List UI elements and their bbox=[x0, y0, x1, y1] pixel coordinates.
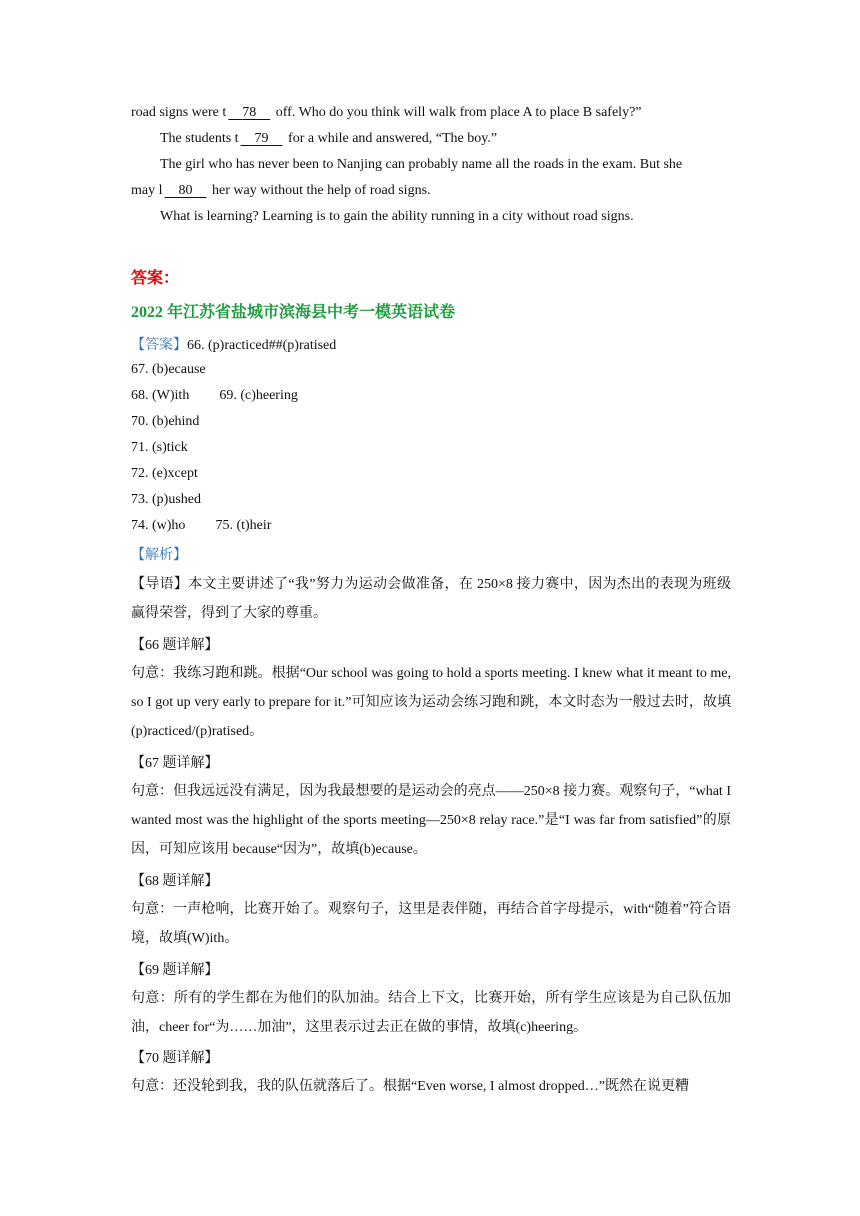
passage-line-5: What is learning? Learning is to gain the ability running in a city without road signs. bbox=[160, 209, 634, 224]
passage-text: The students t bbox=[160, 131, 239, 146]
passage-text: may l bbox=[131, 183, 163, 198]
answer-item: 74. (w)ho bbox=[131, 518, 186, 533]
answer-item: 75. (t)heir bbox=[215, 518, 272, 533]
blank-80: 80 bbox=[178, 183, 193, 198]
q66-title: 【66 题详解】 bbox=[131, 638, 219, 653]
passage-line-2 bbox=[160, 129, 497, 149]
answer-item: 68. (W)ith bbox=[131, 388, 190, 403]
q66-text: 句意：我练习跑和跳。根据“Our school was going to hold a sports meeting. I knew what it meant to me, so I got up very early to prepare for it.”可知应该为运动会练习跑和跳，本文时态为一般过去时，故填(p)racticed/(p)ratised。 bbox=[131, 666, 731, 739]
answer-item: 73. (p)ushed bbox=[131, 492, 201, 507]
answer-item: 69. (c)heering bbox=[219, 388, 298, 403]
guide-text: 【导语】本文主要讲述了“我”努力为运动会做准备，在 250×8 接力赛中，因为杰出的表现为班级赢得荣誉，得到了大家的尊重。 bbox=[131, 577, 731, 621]
q69-text: 句意：所有的学生都在为他们的队加油。结合上下文，比赛开始，所有学生应该是为自己队伍加油，cheer for“为……加油”，这里表示过去正在做的事情，故填(c)heering。 bbox=[131, 991, 731, 1035]
blank-79: 79 bbox=[254, 131, 269, 146]
answer-tag: 【答案】 bbox=[131, 338, 187, 353]
q67-text: 句意：但我远远没有满足，因为我最想要的是运动会的亮点——250×8 接力赛。观察句子，“what I wanted most was the highlight of the sports meeting—250×8 relay race.”是“I was far from satisfied”的原因，可知应该用 because“因为”，故填(b)ecause。 bbox=[131, 784, 731, 857]
q68-title: 【68 题详解】 bbox=[131, 874, 219, 889]
analysis-tag: 【解析】 bbox=[131, 548, 187, 563]
blank-78: 78 bbox=[242, 105, 257, 120]
q67-title: 【67 题详解】 bbox=[131, 756, 219, 771]
passage-line-4 bbox=[131, 181, 431, 201]
answer-row-74-75 bbox=[131, 518, 271, 534]
passage-text: off. Who do you think will walk from place A to place B safely?” bbox=[272, 105, 642, 120]
passage-text: her way without the help of road signs. bbox=[208, 183, 431, 198]
q70-text: 句意：还没轮到我，我的队伍就落后了。根据“Even worse, I almost dropped…”既然在说更糟 bbox=[131, 1079, 689, 1094]
q68-text: 句意：一声枪响，比赛开始了。观察句子，这里是表伴随，再结合首字母提示，with“随着”符合语境，故填(W)ith。 bbox=[131, 902, 731, 946]
answer-heading: 答案： bbox=[131, 270, 180, 287]
answer-item: 66. (p)racticed##(p)ratised bbox=[187, 338, 337, 353]
answer-row-66 bbox=[131, 334, 336, 354]
q69-title: 【69 题详解】 bbox=[131, 963, 219, 978]
answer-item: 72. (e)xcept bbox=[131, 466, 198, 481]
passage-line-3: The girl who has never been to Nanjing can probably name all the roads in the exam. But she bbox=[160, 157, 683, 172]
answer-item: 67. (b)ecause bbox=[131, 362, 206, 377]
answer-item: 70. (b)ehind bbox=[131, 414, 200, 429]
exam-title: 2022 年江苏省盐城市滨海县中考一模英语试卷 bbox=[131, 304, 456, 321]
q70-title: 【70 题详解】 bbox=[131, 1051, 219, 1066]
answer-item: 71. (s)tick bbox=[131, 440, 188, 455]
passage-line-1 bbox=[131, 103, 642, 123]
passage-text: for a while and answered, “The boy.” bbox=[284, 131, 498, 146]
answer-row-68-69 bbox=[131, 388, 298, 404]
passage-text: road signs were t bbox=[131, 105, 227, 120]
